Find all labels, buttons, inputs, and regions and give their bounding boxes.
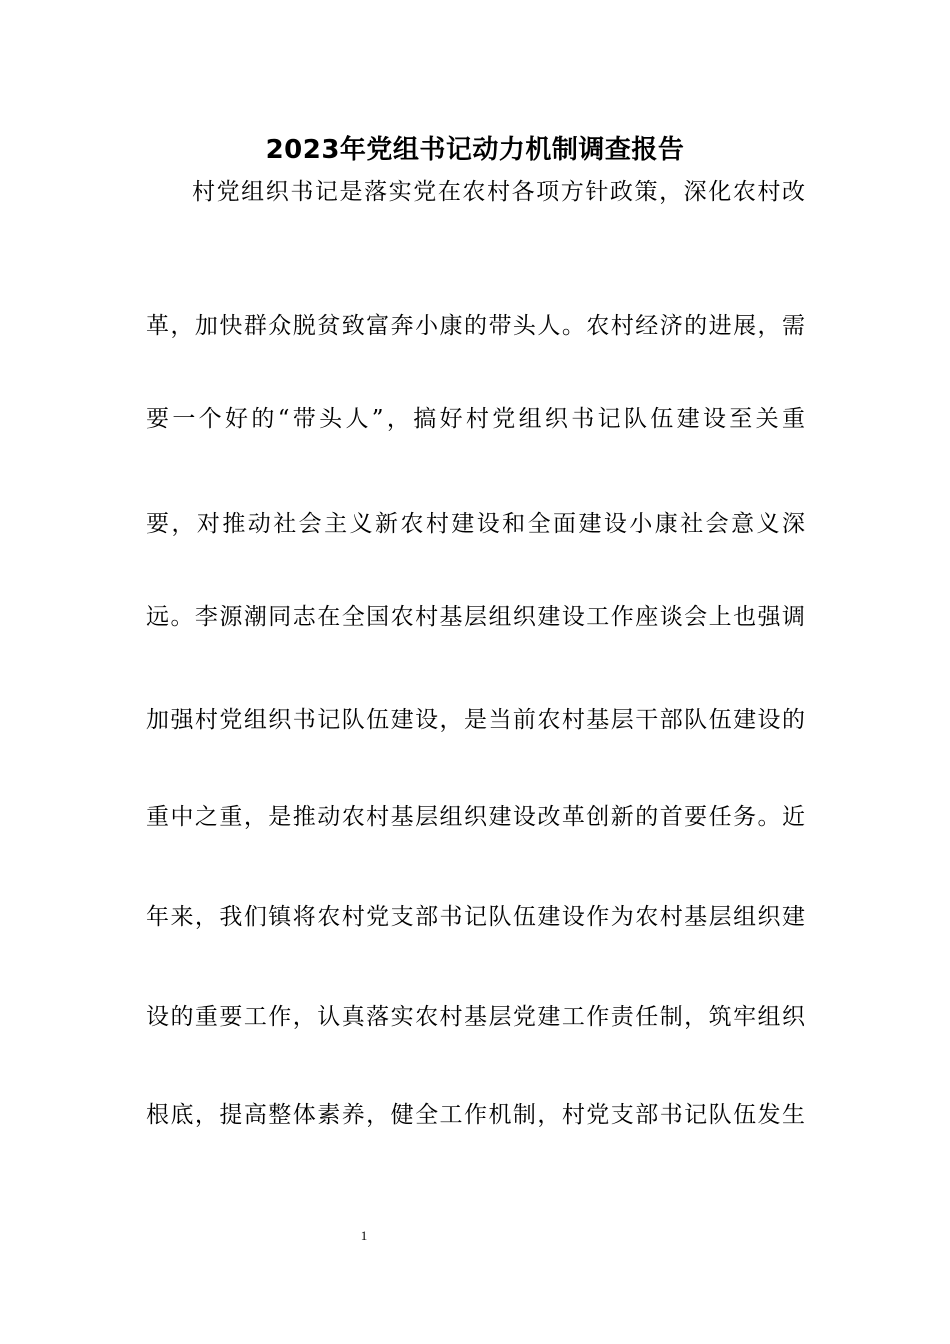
body-line-1: 村党组织书记是落实党在农村各项方针政策，深化农村改	[192, 179, 805, 205]
body-line-6: 加强村党组织书记队伍建设，是当前农村基层干部队伍建设的	[146, 707, 805, 733]
body-line-5: 远。李源潮同志在全国农村基层组织建设工作座谈会上也强调	[146, 604, 805, 630]
body-line-2: 革，加快群众脱贫致富奔小康的带头人。农村经济的进展，需	[146, 313, 805, 339]
body-line-9: 设的重要工作，认真落实农村基层党建工作责任制，筑牢组织	[146, 1004, 805, 1030]
body-line-3: 要一个好的“带头人”，搞好村党组织书记队伍建设至关重	[146, 406, 805, 432]
page-number: 1	[360, 1228, 368, 1243]
body-line-10: 根底，提高整体素养，健全工作机制，村党支部书记队伍发生	[146, 1102, 805, 1128]
body-line-8: 年来，我们镇将农村党支部书记队伍建设作为农村基层组织建	[146, 904, 805, 930]
document-title: 2023年党组书记动力机制调查报告	[265, 135, 685, 165]
body-line-4: 要，对推动社会主义新农村建设和全面建设小康社会意义深	[146, 511, 805, 537]
body-line-7: 重中之重，是推动农村基层组织建设改革创新的首要任务。近	[146, 804, 805, 830]
